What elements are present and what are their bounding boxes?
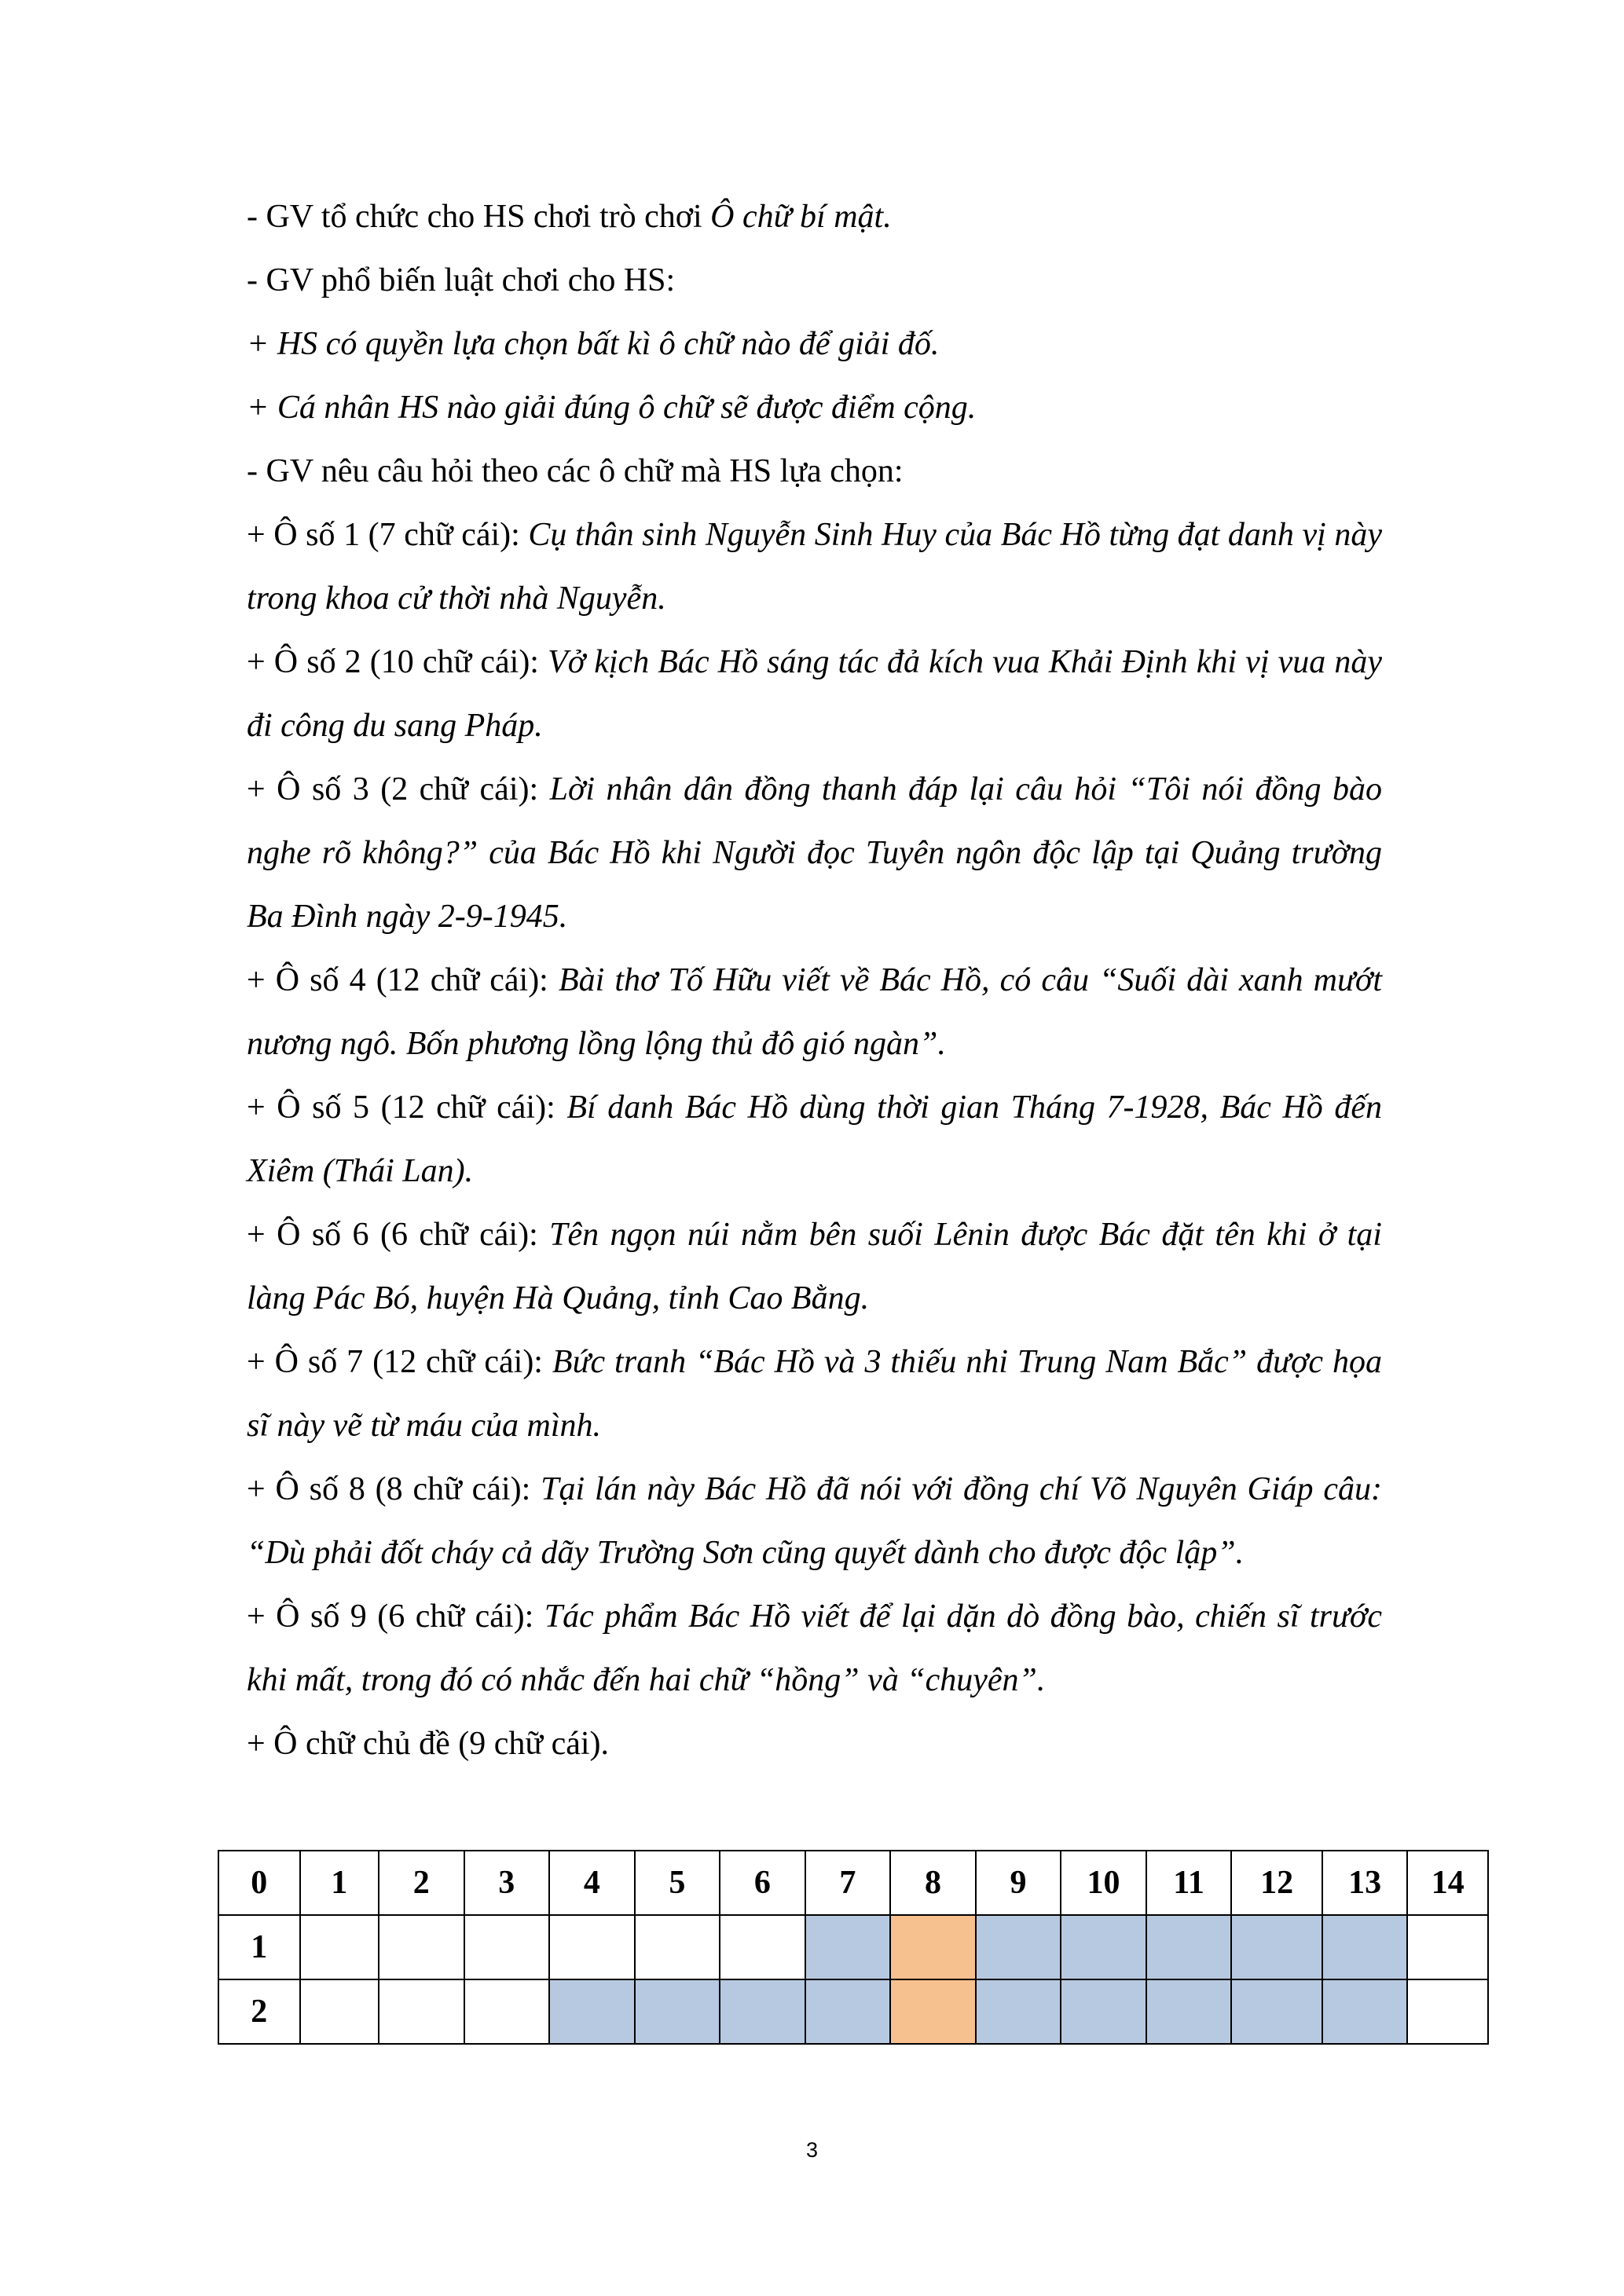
grid-header-cell: 9 xyxy=(976,1851,1061,1915)
paragraph xyxy=(247,1076,1382,1203)
paragraph xyxy=(247,313,1382,376)
grid-cell-blue xyxy=(805,1979,891,2044)
paragraph-text: - GV phổ biến luật chơi cho HS: xyxy=(247,262,676,298)
grid-cell xyxy=(549,1915,635,1979)
grid-row-label: 1 xyxy=(218,1915,300,1979)
paragraph-italic-text: Bài thơ Tố Hữu viết về Bác Hồ, có câu “Suối dài xanh mướt nương ngô. Bốn phương lồng lộng thủ đô gió ngàn”. xyxy=(247,962,1382,1062)
grid-row xyxy=(218,1915,1488,1979)
grid-cell xyxy=(300,1979,379,2044)
paragraph xyxy=(247,249,1382,313)
grid-cell-blue xyxy=(1322,1979,1408,2044)
grid-cell-blue xyxy=(805,1915,891,1979)
grid-header-cell: 12 xyxy=(1231,1851,1322,1915)
paragraph xyxy=(247,1585,1382,1712)
paragraph-text: + Ô số 5 (12 chữ cái): xyxy=(247,1089,567,1126)
grid-header-cell: 10 xyxy=(1061,1851,1146,1915)
grid-cell xyxy=(1407,1979,1488,2044)
grid-cell-blue xyxy=(1061,1979,1146,2044)
paragraph xyxy=(247,949,1382,1076)
paragraph xyxy=(247,1712,1382,1776)
paragraph xyxy=(247,631,1382,758)
grid-cell xyxy=(1407,1915,1488,1979)
grid-cell-blue xyxy=(1231,1915,1322,1979)
paragraph-text: + Ô số 7 (12 chữ cái): xyxy=(247,1344,552,1380)
grid-header-cell: 4 xyxy=(549,1851,635,1915)
grid-cell-blue xyxy=(1061,1915,1146,1979)
grid-cell-blue xyxy=(720,1979,805,2044)
paragraph xyxy=(247,1458,1382,1585)
grid-header-cell: 0 xyxy=(218,1851,300,1915)
grid-header-cell: 6 xyxy=(720,1851,805,1915)
paragraph-italic-text: Vở kịch Bác Hồ sáng tác đả kích vua Khải Định khi vị vua này đi công du sang Pháp. xyxy=(247,644,1382,744)
paragraph-text: - GV nêu câu hỏi theo các ô chữ mà HS lựa chọn: xyxy=(247,453,904,489)
paragraph xyxy=(247,376,1382,440)
grid-cell-blue xyxy=(1231,1979,1322,2044)
paragraph xyxy=(247,1203,1382,1331)
grid-cell-blue xyxy=(549,1979,635,2044)
grid-cell-blue xyxy=(1146,1915,1232,1979)
page-number: 3 xyxy=(805,2138,819,2162)
grid-header-row xyxy=(218,1851,1488,1915)
crossword-grid-body xyxy=(218,1851,1488,2044)
grid-cell-orange xyxy=(890,1979,976,2044)
grid-cell-blue xyxy=(976,1915,1061,1979)
paragraph-text: - GV tổ chức cho HS chơi trò chơi xyxy=(247,199,711,235)
grid-header-cell: 14 xyxy=(1407,1851,1488,1915)
paragraph-text: + Ô số 4 (12 chữ cái): xyxy=(247,962,559,998)
paragraph-italic-text: Tại lán này Bác Hồ đã nói với đồng chí Võ Nguyên Giáp câu: “Dù phải đốt cháy cả dãy Trường Sơn cũng quyết dành cho được độc lập”. xyxy=(247,1471,1382,1571)
paragraph xyxy=(247,440,1382,504)
document-body xyxy=(247,185,1382,1776)
grid-header-cell: 2 xyxy=(379,1851,464,1915)
grid-cell xyxy=(720,1915,805,1979)
grid-cell-orange xyxy=(890,1915,976,1979)
paragraph-italic-text: Cụ thân sinh Nguyễn Sinh Huy của Bác Hồ từng đạt danh vị này trong khoa cử thời nhà Nguyễn. xyxy=(247,517,1382,617)
grid-header-cell: 1 xyxy=(300,1851,379,1915)
grid-cell xyxy=(635,1915,720,1979)
paragraph-italic-text: + Cá nhân HS nào giải đúng ô chữ sẽ được điểm cộng. xyxy=(247,390,977,426)
paragraph-text: + Ô số 8 (8 chữ cái): xyxy=(247,1471,541,1507)
paragraph xyxy=(247,1331,1382,1458)
paragraph-text: + Ô số 9 (6 chữ cái): xyxy=(247,1598,544,1635)
grid-cell-blue xyxy=(1146,1979,1232,2044)
grid-cell xyxy=(464,1915,550,1979)
paragraph-italic-text: Lời nhân dân đồng thanh đáp lại câu hỏi “Tôi nói đồng bào nghe rõ không?” của Bác Hồ khi Người đọc Tuyên ngôn độc lập tại Quảng trường Ba Đình ngày 2-9-1945. xyxy=(247,771,1382,935)
grid-header-cell: 3 xyxy=(464,1851,550,1915)
grid-cell xyxy=(379,1979,464,2044)
paragraph-italic-text: Tác phẩm Bác Hồ viết để lại dặn dò đồng bào, chiến sĩ trước khi mất, trong đó có nhắc đến hai chữ “hồng” và “chuyên”. xyxy=(247,1598,1382,1698)
paragraph-italic-text: Bí danh Bác Hồ dùng thời gian Tháng 7-1928, Bác Hồ đến Xiêm (Thái Lan). xyxy=(247,1089,1382,1189)
crossword-grid xyxy=(218,1850,1489,2045)
paragraph-italic-text: Tên ngọn núi nằm bên suối Lênin được Bác đặt tên khi ở tại làng Pác Bó, huyện Hà Quảng, tỉnh Cao Bằng. xyxy=(247,1217,1382,1316)
grid-cell-blue xyxy=(635,1979,720,2044)
grid-header-cell: 5 xyxy=(635,1851,720,1915)
grid-header-cell: 13 xyxy=(1322,1851,1408,1915)
grid-header-cell: 11 xyxy=(1146,1851,1232,1915)
paragraph-italic-text: Bức tranh “Bác Hồ và 3 thiếu nhi Trung Nam Bắc” được họa sĩ này vẽ từ máu của mình. xyxy=(247,1344,1382,1444)
grid-cell-blue xyxy=(976,1979,1061,2044)
grid-header-cell: 7 xyxy=(805,1851,891,1915)
paragraph-text: + Ô số 3 (2 chữ cái): xyxy=(247,771,550,807)
paragraph-text: + Ô số 2 (10 chữ cái): xyxy=(247,644,548,680)
paragraph xyxy=(247,504,1382,631)
paragraph xyxy=(247,185,1382,249)
paragraph-italic-text: Ô chữ bí mật. xyxy=(710,199,892,235)
paragraph-text: + Ô chữ chủ đề (9 chữ cái). xyxy=(247,1726,610,1762)
paragraph xyxy=(247,758,1382,949)
grid-row xyxy=(218,1979,1488,2044)
grid-cell xyxy=(464,1979,550,2044)
grid-cell-blue xyxy=(1322,1915,1408,1979)
grid-cell xyxy=(379,1915,464,1979)
paragraph-text: + Ô số 6 (6 chữ cái): xyxy=(247,1217,550,1253)
grid-cell xyxy=(300,1915,379,1979)
paragraph-text: + Ô số 1 (7 chữ cái): xyxy=(247,517,529,553)
grid-row-label: 2 xyxy=(218,1979,300,2044)
paragraph-italic-text: + HS có quyền lựa chọn bất kì ô chữ nào để giải đố. xyxy=(247,326,940,362)
grid-header-cell: 8 xyxy=(890,1851,976,1915)
